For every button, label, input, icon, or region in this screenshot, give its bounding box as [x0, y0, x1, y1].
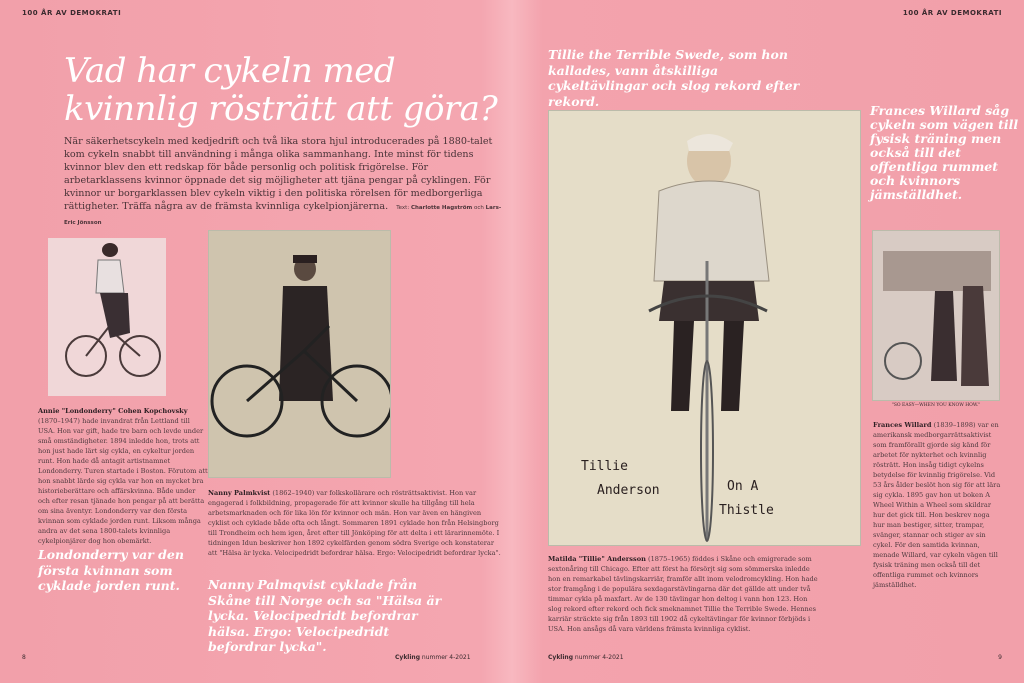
article-title: Vad har cykeln med kvinnlig rösträtt att göra?: [64, 51, 498, 129]
frances-photo-caption: "SO EASY—WHEN YOU KNOW HOW.": [891, 403, 981, 408]
annie-pull-quote: Londonderry var den första kvinnan som cyklade jorden runt.: [38, 547, 184, 593]
page-number-left: 8: [22, 654, 26, 661]
section-kicker-left: 100 ÅR AV DEMOKRATI: [22, 9, 122, 17]
photo-lettering: Anderson: [597, 483, 660, 498]
photo-annie-londonderry: [48, 238, 166, 396]
annie-name: Annie "Londonderry" Cohen Kopchovsky: [38, 407, 188, 415]
frances-text: (1839–1898) var en amerikansk medborgarrättsaktivist som framförallt gjorde sig känd för arbetet för nykterhet och kvinnlig rösträtt. Hon insåg tidigt cykelns betydelse för kvinnlig frigörelse. Vid 53 års ålder beslöt hon sig för att lära sig cykla. 1895 gav hon ut boken A Wheel Within a Wheel som skildrar hur det gick till. Hon beskrev noga hur man bestiger, sitter, trampar, svänger, stannar och stiger av sin cykel. För den samtida kvinnan, menade Willard, var cykeln vägen till fysisk träning men också till det offentliga rummet och kvinnors jämställdhet.: [873, 421, 1001, 589]
article-intro: [64, 135, 504, 230]
frances-pull-quote: Frances Willard såg cykeln som vägen till fysisk träning men också till det offentliga rummet och kvinnors jämställdhet.: [870, 103, 1019, 202]
tillie-bio: [548, 554, 823, 634]
nanny-name: Nanny Palmkvist: [208, 489, 271, 497]
photo-lettering: Tillie: [581, 459, 628, 474]
photo-lettering: On A: [727, 479, 759, 494]
folio-left: [395, 654, 471, 661]
tillie-name: Matilda "Tillie" Andersson: [548, 555, 646, 563]
author-1: Charlotte Hagström: [410, 205, 473, 211]
annie-text: (1870–1947) hade invandrat från Lettland till USA. Hon var gift, hade tre barn och levde under små omständigheter. 1894 inledde hon, trots att hon just hade lärt sig cykla, en cykeltur jorden runt. Hon hade då antagit artistnamnet Londonderry. Turen startade i Boston. Förutom att hon snabbt lärde sig cykla var hon en mycket bra historieberättare och affärskvinna. Både under och efter resan tjänade hon pengar på att berätta om sina äventyr. Londonderry var den första kvinnan som cyklade jorden runt. Liksom många andra av det sena 1800-talets kvinnliga cykelpionjärer dog hon obemärkt.: [38, 417, 208, 545]
frances-name: Frances Willard: [873, 421, 932, 429]
magazine-name: Cykling: [548, 654, 573, 661]
tillie-pull-quote: Tillie the Terrible Swede, som hon kallades, vann åtskilliga cykeltävlingar och slog rekord efter rekord.: [548, 47, 800, 109]
nanny-bio: [208, 488, 502, 558]
page-number-right: 9: [998, 654, 1002, 661]
magazine-name: Cykling: [395, 654, 420, 661]
nanny-pull-quote: Nanny Palmqvist cyklade från Skåne till Norge och sa "Hälsa är lycka. Velocipedridt befordrar hälsa. Ergo: Velocipedridt befordrar lycka".: [208, 577, 442, 654]
author-2: Lars-Eric Jönsson: [64, 205, 502, 226]
section-kicker-right: 100 ÅR AV DEMOKRATI: [902, 9, 1002, 17]
annie-bio: [38, 406, 208, 546]
intro-text: När säkerhetscykeln med kedjedrift och två lika stora hjul introducerades på 1880-talet kom cykeln snabbt till användning i många olika sammanhang. Inte minst för tidens kvinnor blev den ett redskap för både personlig och politisk frigörelse. För arbetarklassens kvinnor öppnade det sig möjligheter att tjäna pengar på cyklingen. För kvinnor ur borgarklassen blev cykeln viktig i den politiska rörelsen för medborgerliga rättigheter. Träffa några av de främsta kvinnliga cykelpionjärerna.: [64, 136, 493, 212]
byline-and: och: [474, 205, 484, 211]
issue-label: nummer 4-2021: [421, 654, 471, 661]
tillie-text: (1875–1965) föddes i Skåne och emigrerade som sextonåring till Chicago. Efter att först ha försörjt sig som sömmerska inledde hon en remarkabel tävlingskarriär, framför allt inom velodromcykling. Hon hade stor framgång i de populära sexdagarstävlingarna där det gällde att under två timmar cykla på maxfart. Av de 130 tävlingar hon deltog i vann hon 123. Hon slog rekord efter rekord och fick smeknamnet Tillie the Terrible Swede. Hennes karriär sträckte sig från 1893 till 1902 då cykeltävlingar för kvinnor förbjöds i USA. Hon ansågs då vara världens främsta kvinnliga cyklist.: [548, 555, 818, 633]
issue-label: nummer 4-2021: [574, 654, 624, 661]
frances-bio: [873, 420, 1003, 590]
byline-prefix: Text:: [396, 205, 410, 211]
photo-frances-willard: [872, 230, 1000, 401]
photo-nanny-palmkvist: [208, 230, 391, 478]
photo-lettering: Thistle: [719, 503, 774, 518]
nanny-text: (1862–1940) var folkskollärare och rösträttsaktivist. Hon var engagerad i folkbildning, propagerade för att kvinnor skulle ha tillgång till hela arbetsmarknaden och för lika lön för kvinnor och män. Hon var även en hängiven cyklist och cyklade både ofta och långt. Sommaren 1891 cyklade hon från Helsingborg till Trondheim och hem igen, året efter till Jönköping för att delta i ett lärarinnemöte. I tidningen Idun beskriver hon 1892 cykelfärden genom södra Sverige och konstaterar att "Hälsa är lycka. Velocipedridt befordrar hälsa. Ergo: Velocipedridt befordrar lycka".: [208, 489, 501, 557]
photo-tillie-anderson: [548, 110, 861, 546]
folio-right: [548, 654, 624, 661]
